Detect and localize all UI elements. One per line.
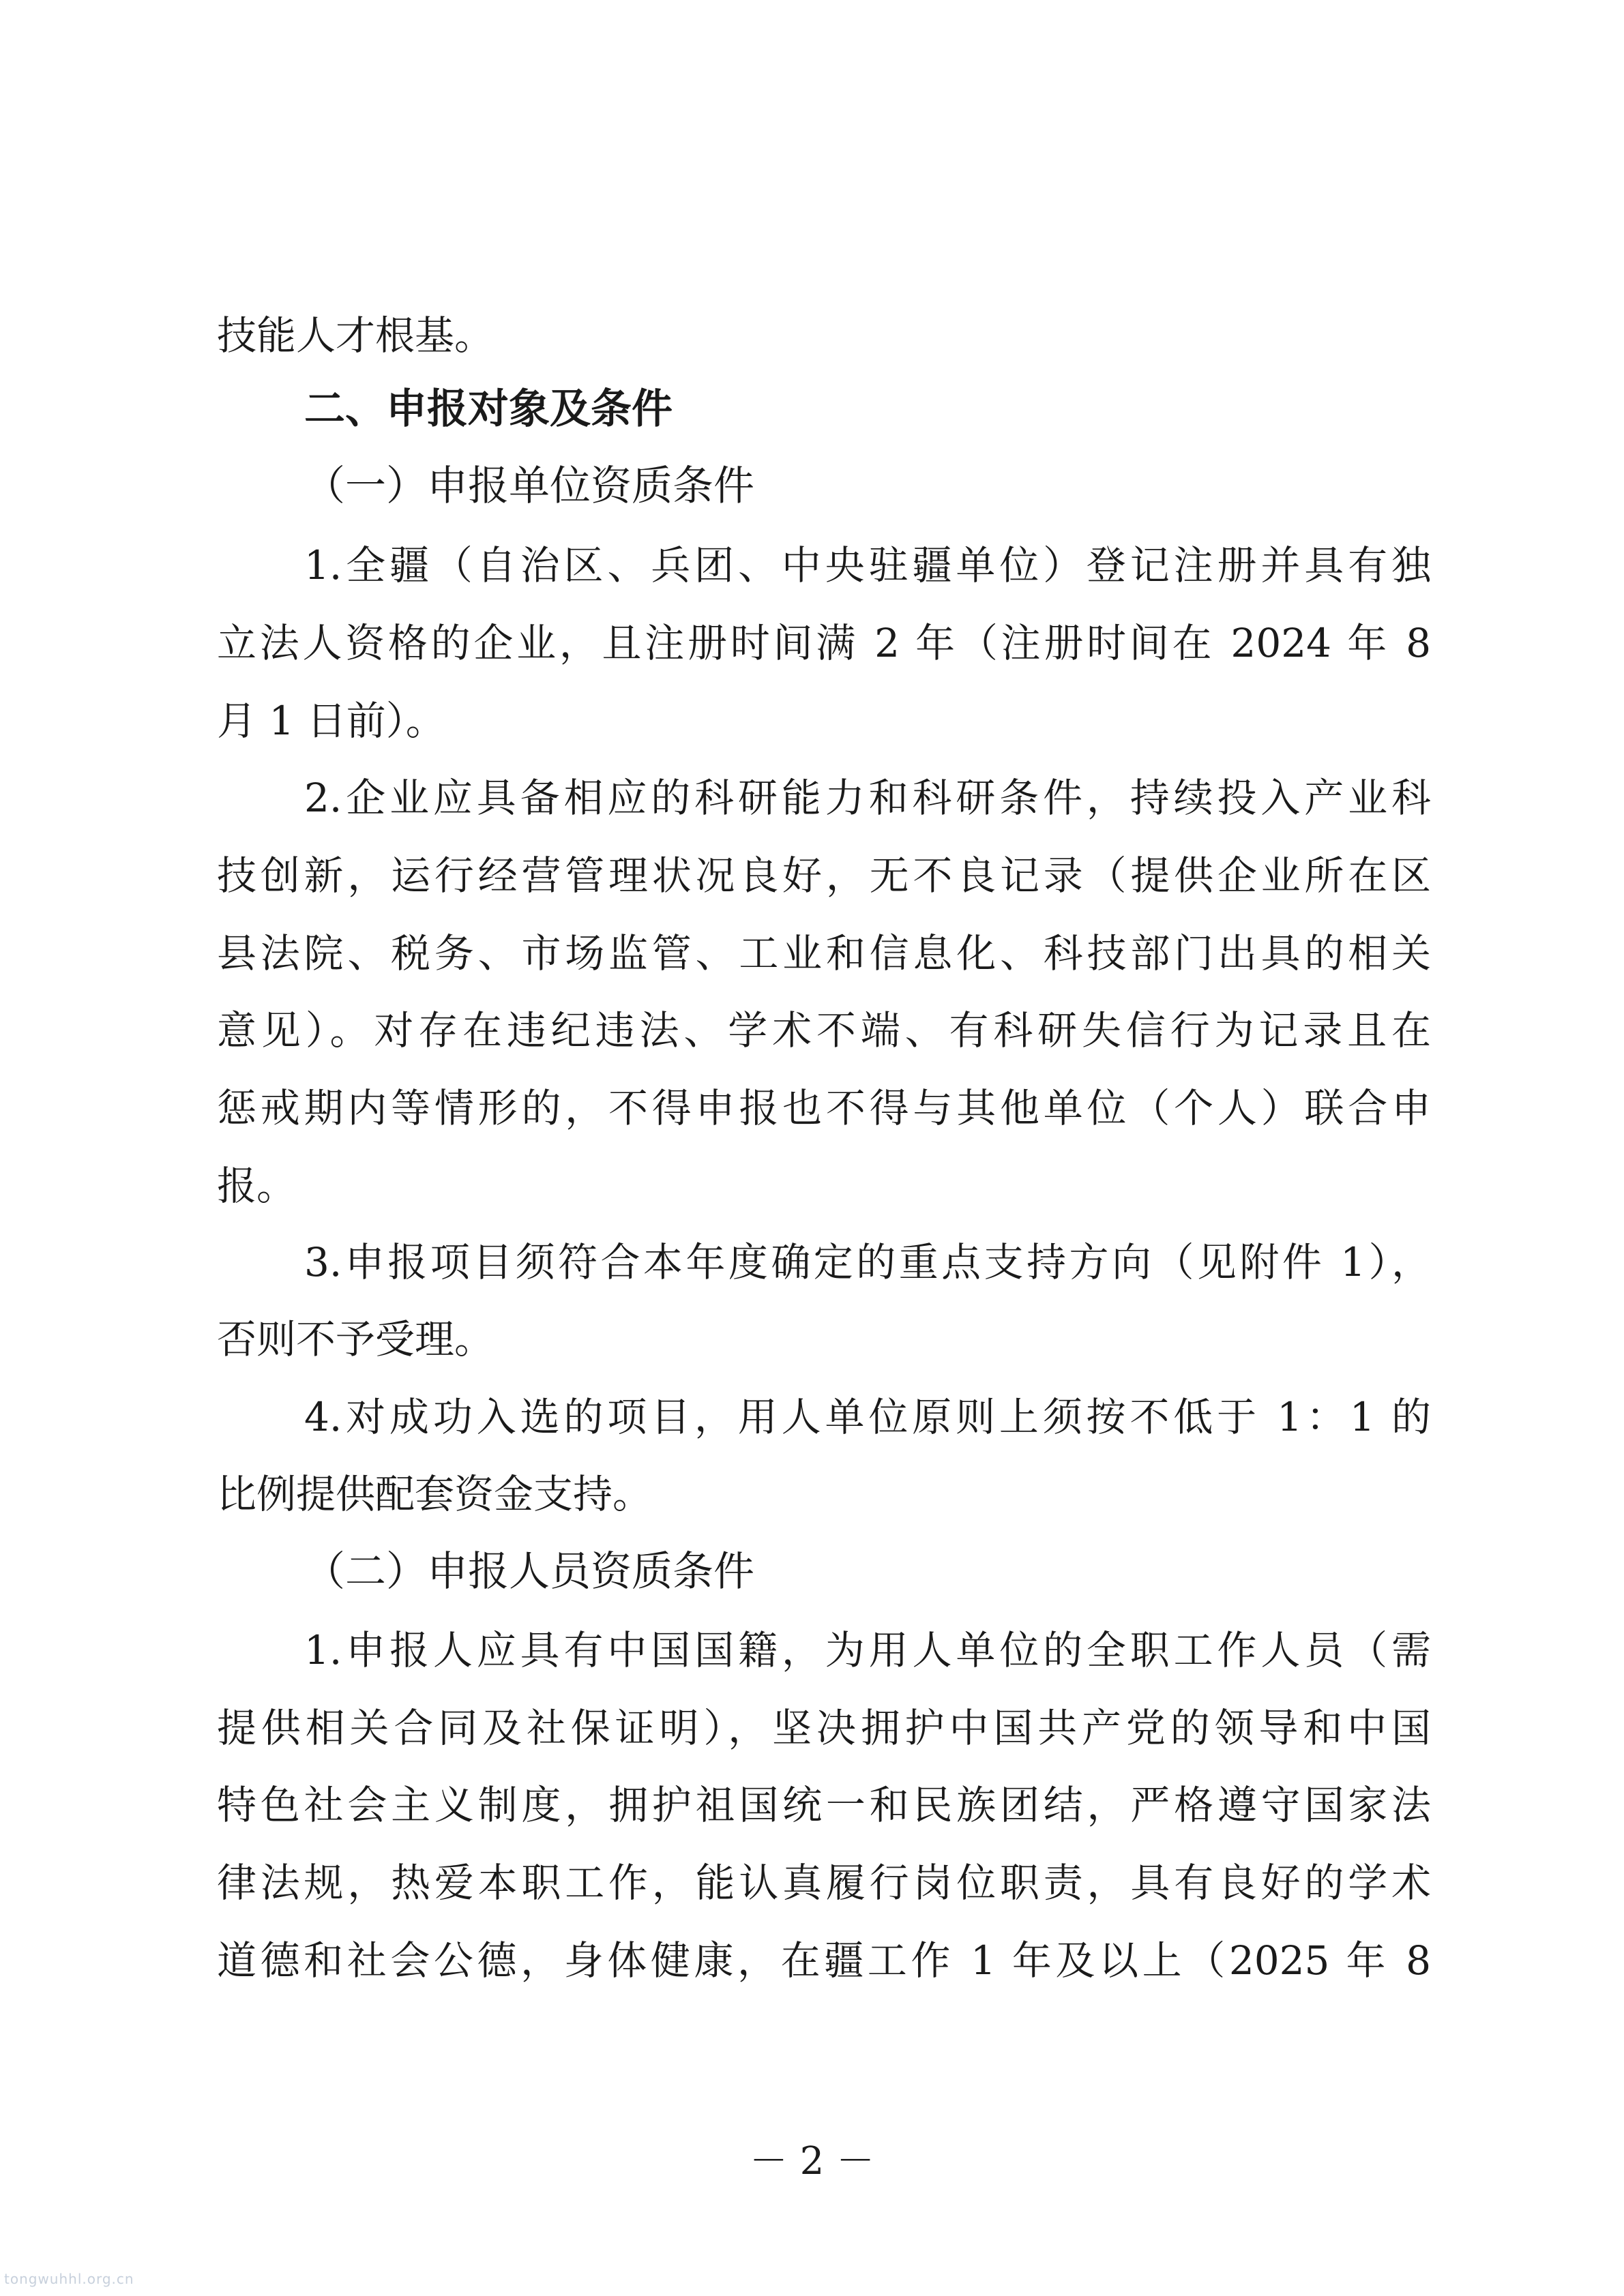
paragraph-line: 立法人资格的企业，且注册时间满 2 年（注册时间在 2024 年 8 [217, 620, 1431, 666]
paragraph-line: 否则不予受理。 [217, 1316, 494, 1362]
paragraph-line: 提供相关合同及社保证明），坚决拥护中国共产党的领导和中国 [217, 1705, 1431, 1751]
paragraph-line: 惩戒期内等情形的，不得申报也不得与其他单位（个人）联合申 [217, 1085, 1431, 1131]
paragraph-line: 县法院、税务、市场监管、工业和信息化、科技部门出具的相关 [217, 930, 1431, 976]
paragraph-line: 意见）。对存在违纪违法、学术不端、有科研失信行为记录且在 [217, 1007, 1431, 1054]
paragraph-line: 技创新，运行经营管理状况良好，无不良记录（提供企业所在区 [217, 852, 1431, 899]
paragraph-line: 报。 [217, 1163, 297, 1209]
paragraph-line: 4.对成功入选的项目，用人单位原则上须按不低于 1：1 的 [304, 1394, 1431, 1440]
section-heading: 二、申报对象及条件 [304, 385, 673, 433]
paragraph-line: 特色社会主义制度，拥护祖国统一和民族团结，严格遵守国家法 [217, 1782, 1431, 1828]
paragraph-line: 1.全疆（自治区、兵团、中央驻疆单位）登记注册并具有独 [304, 542, 1431, 588]
watermark: tongwuhhl.org.cn [4, 2271, 134, 2287]
paragraph-line: 3.申报项目须符合本年度确定的重点支持方向（见附件 1）， [304, 1239, 1431, 1285]
paragraph-line: 技能人才根基。 [217, 312, 494, 359]
subsection-heading: （二）申报人员资质条件 [304, 1548, 754, 1596]
paragraph-line: 2.企业应具备相应的科研能力和科研条件，持续投入产业科 [304, 775, 1431, 821]
paragraph-line: 月 1 日前）。 [217, 698, 445, 744]
paragraph-line: 1.申报人应具有中国国籍，为用人单位的全职工作人员（需 [304, 1627, 1431, 1673]
paragraph-line: 道德和社会公德，身体健康，在疆工作 1 年及以上（2025 年 8 [217, 1937, 1431, 1984]
paragraph-line: 律法规，热爱本职工作，能认真履行岗位职责，具有良好的学术 [217, 1860, 1431, 1906]
subsection-heading: （一）申报单位资质条件 [304, 462, 754, 510]
paragraph-line: 比例提供配套资金支持。 [217, 1471, 653, 1517]
page-number: － 2 － [749, 2139, 875, 2183]
